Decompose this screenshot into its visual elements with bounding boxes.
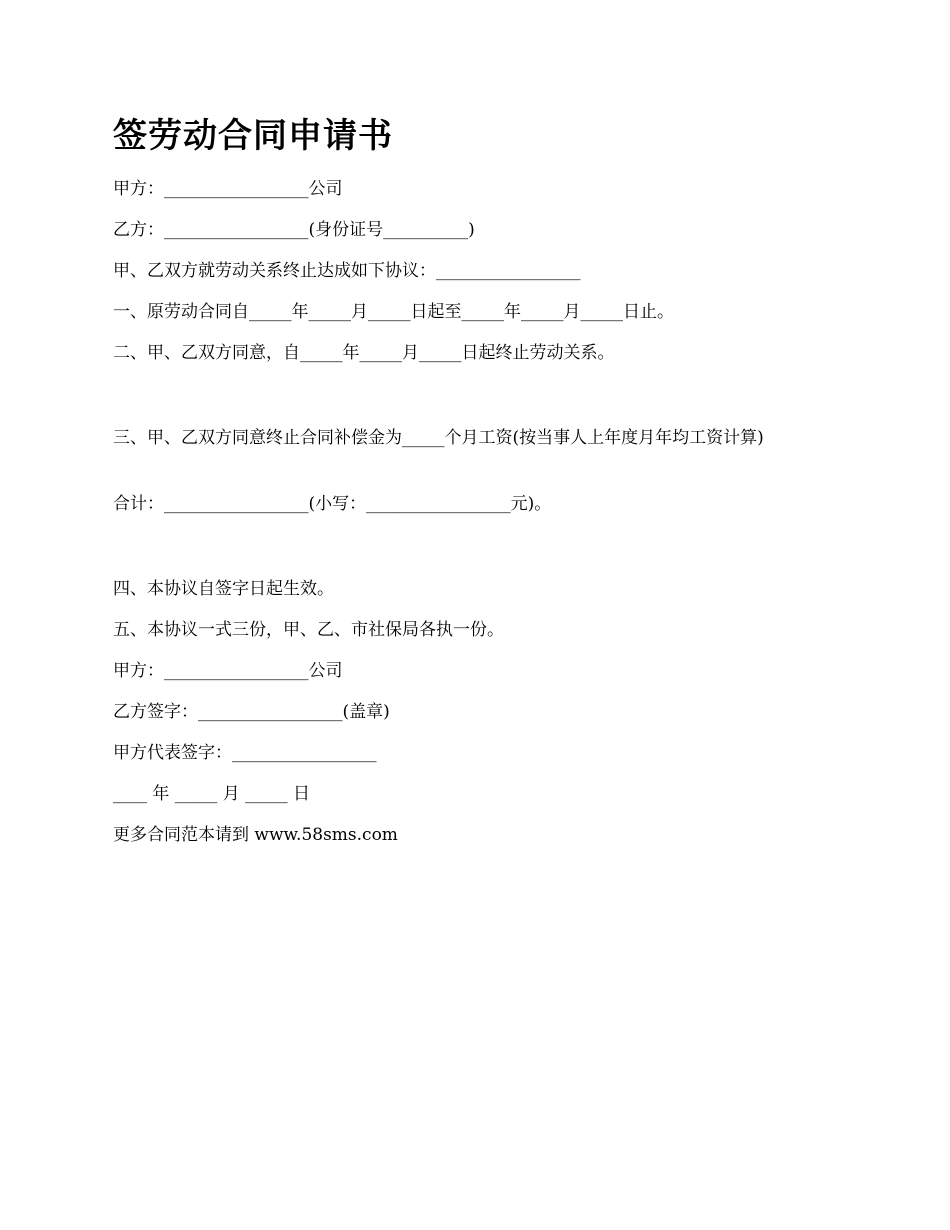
footer-more-templates: 更多合同范本请到 www.58sms.com [113, 825, 398, 845]
document-title: 签劳动合同申请书 [113, 116, 393, 156]
clause-1: 一、原劳动合同自_____年_____月_____日起至_____年_____月_____日止。 [113, 302, 674, 322]
party-a-line: 甲方：_________________公司 [113, 179, 343, 199]
party-b-line: 乙方：_________________(身份证号__________) [113, 220, 475, 240]
clause-4: 四、本协议自签字日起生效。 [113, 579, 334, 599]
clause-3 [113, 383, 853, 559]
date-line: ____ 年 _____ 月 _____ 日 [113, 784, 311, 804]
party-b-signature: 乙方签字：_________________(盖章) [113, 702, 390, 722]
party-a-representative-signature: 甲方代表签字：_________________ [113, 743, 377, 763]
clause-2: 二、甲、乙双方同意，自_____年_____月_____日起终止劳动关系。 [113, 343, 615, 363]
clause-3-line-1: 三、甲、乙双方同意终止合同补偿金为_____个月工资(按当事人上年度月年均工资计算) [113, 428, 764, 448]
agreement-intro: 甲、乙双方就劳动关系终止达成如下协议：_________________ [113, 261, 581, 281]
party-a-signature-company: 甲方：_________________公司 [113, 661, 343, 681]
clause-3-line-2: 合计：_________________(小写：_________________元)。 [113, 494, 552, 514]
document-page [113, 112, 853, 865]
clause-5: 五、本协议一式三份，甲、乙、市社保局各执一份。 [113, 620, 504, 640]
